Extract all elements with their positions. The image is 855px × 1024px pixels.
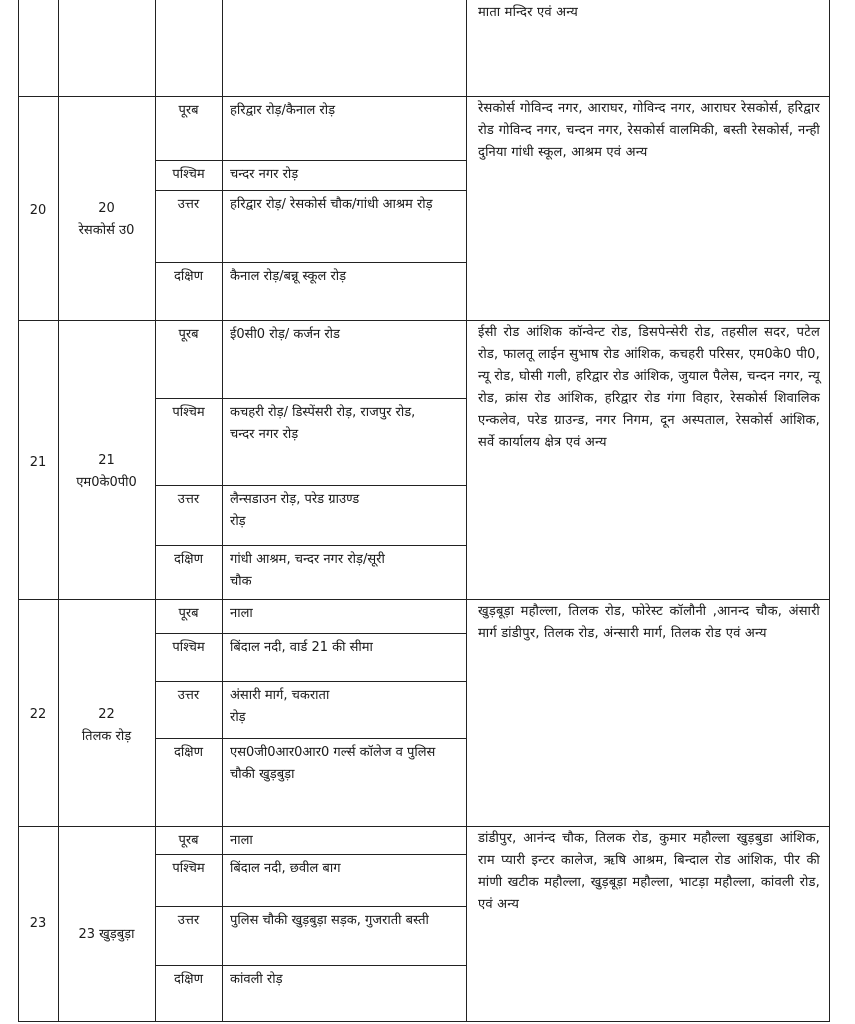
direction-west: पश्चिम (172, 640, 205, 655)
ward-name-with-number (58, 924, 155, 946)
direction-south: दक्षिण (174, 972, 203, 987)
area-list: ईसी रोड आंशिक कॉन्वेन्ट रोड, डिसपेन्सेरी रोड, तहसील सदर, पटेल रोड, फालतू लाईन सुभाष रोड आंशिक, कचहरी परिसर, एम0के0 पी0, न्यू रोड, घोसी गली, हरिद्वार रोड आंशिक, जुयाल पैलेस, चन्दन नगर, न्यू रोड, क्रांस रोड आंशिक, हरिद्वार रोड गंगा विहार, रेसकोर्स शिवालिक एन्कलेव, परेड ग्राउन्ड, नगर निगम, दून अस्पताल, रेसकोर्स आंशिक, सर्वे कार्यालय क्षेत्र एवं अन्य (478, 325, 820, 450)
direction-north: उत्तर (177, 688, 200, 703)
column-divider (466, 0, 467, 1022)
boundary-north: लैन्सडाउन रोड़, परेड ग्राउण्ड रोड़ (230, 492, 360, 529)
row-divider (18, 599, 830, 600)
subrow-divider (155, 160, 466, 161)
boundary-south: गांधी आश्रम, चन्दर नगर रोड़/सूरी चौक (230, 552, 385, 589)
ward-number: 20 (98, 201, 115, 216)
direction-west: पश्चिम (172, 405, 205, 420)
subrow-divider (155, 854, 466, 855)
boundary-east: नाला (230, 833, 253, 848)
subrow-divider (155, 965, 466, 966)
column-divider (58, 0, 59, 1022)
direction-west: पश्चिम (172, 167, 205, 182)
ward-number: 23 (78, 927, 96, 942)
column-divider (829, 0, 830, 1022)
boundary-east: ई0सी0 रोड़/ कर्जन रोड (230, 327, 340, 342)
subrow-divider (155, 906, 466, 907)
row-divider (18, 826, 830, 827)
ward-name: खुड़बुड़ा (99, 927, 135, 942)
area-list: खुड़बूड़ा महौल्ला, तिलक रोड, फोरेस्ट कॉलौनी ,आनन्द चौक, अंसारी मार्ग डांडीपुर, तिलक रोड, अंन्सारी मार्ग, तिलक रोड एवं अन्य (478, 604, 820, 641)
area-list: रेसकोर्स गोविन्द नगर, आराघर, गोविन्द नगर, आराघर रेसकोर्स, हरिद्वार रोड गोविन्द नगर, चन्दन नगर, रेसकोर्स वालमिकी, बस्ती रेसकोर्स, नन्ही दुनिया गांधी स्कूल, आश्रम एवं अन्य (478, 101, 820, 160)
serial-number: 20 (29, 203, 47, 218)
direction-south: दक्षिण (174, 552, 203, 567)
subrow-divider (155, 262, 466, 263)
subrow-divider (155, 398, 466, 399)
boundary-west: चन्दर नगर रोड़ (230, 167, 299, 182)
direction-east: पूरब (178, 103, 199, 118)
boundary-north: हरिद्वार रोड़/ रेसकोर्स चौक/गांधी आश्रम रोड़ (230, 197, 433, 212)
boundary-west: बिंदाल नदी, छवील बाग (230, 861, 341, 876)
ward-number: 22 (98, 707, 115, 722)
direction-north: उत्तर (177, 197, 200, 212)
area-list: डांडीपुर, आनंन्द चौक, तिलक रोड, कुमार महौल्ला खुड़बुडा आंशिक, राम प्यारी इन्टर कालेज, ऋषि आश्रम, बिन्दाल रोड आंशिक, पीर की मांणी खटीक महौल्ला, खुड़बूड़ा महौल्ला, भाटड़ा महौल्ला, कांवली रोड, एवं अन्य (478, 831, 820, 912)
boundary-south: एस0जी0आर0आर0 गर्ल्स कॉलेज व पुलिस चौकी खुड़बुड़ा (230, 745, 436, 782)
direction-east: पूरब (178, 606, 199, 621)
boundary-north: अंसारी मार्ग, चकराता रोड़ (230, 688, 330, 725)
boundary-west: कचहरी रोड़/ डिस्पेंसरी रोड़, राजपुर रोड, चन्दर नगर रोड़ (230, 405, 416, 442)
serial-number: 21 (29, 455, 47, 470)
ward-name: एम0के0पी0 (76, 475, 137, 490)
boundary-south: कैनाल रोड़/बन्नू स्कूल रोड़ (230, 269, 347, 284)
column-divider (222, 0, 223, 1022)
direction-east: पूरब (178, 833, 199, 848)
subrow-divider (155, 681, 466, 682)
direction-north: उत्तर (177, 492, 200, 507)
subrow-divider (155, 190, 466, 191)
subrow-divider (155, 633, 466, 634)
boundary-east: नाला (230, 606, 253, 621)
direction-south: दक्षिण (174, 745, 203, 760)
ward-name: तिलक रोड़ (81, 729, 132, 744)
direction-south: दक्षिण (174, 269, 203, 284)
column-divider (18, 0, 19, 1022)
boundary-west: बिंदाल नदी, वार्ड 21 की सीमा (230, 640, 373, 655)
subrow-divider (155, 485, 466, 486)
subrow-divider (155, 738, 466, 739)
ward-number: 21 (98, 453, 115, 468)
boundary-south: कांवली रोड़ (230, 972, 283, 987)
direction-west: पश्चिम (172, 861, 205, 876)
direction-east: पूरब (178, 327, 199, 342)
serial-number: 22 (29, 707, 47, 722)
boundary-north: पुलिस चौकी खुड़बुड़ा सड़क, गुजराती बस्ती (230, 913, 429, 928)
row-divider (18, 1021, 830, 1022)
boundary-east: हरिद्वार रोड़/कैनाल रोड़ (230, 103, 336, 118)
serial-number: 23 (29, 916, 47, 931)
subrow-divider (155, 545, 466, 546)
row-divider (18, 96, 830, 97)
direction-north: उत्तर (177, 913, 200, 928)
area-list-continued: माता मन्दिर एवं अन्य (478, 5, 579, 20)
row-divider (18, 320, 830, 321)
ward-name: रेसकोर्स उ0 (78, 223, 135, 238)
